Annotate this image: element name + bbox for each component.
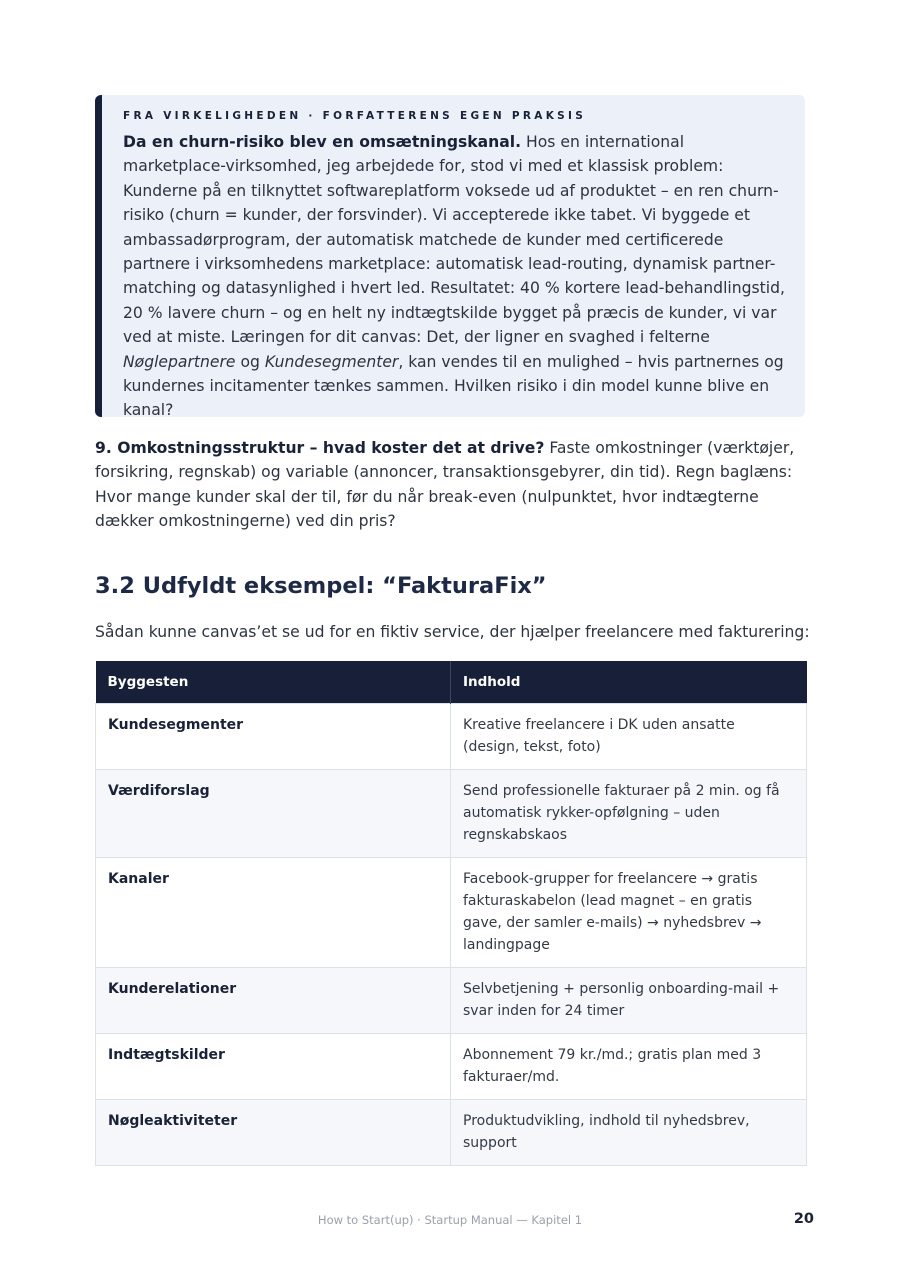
table-row: [96, 769, 807, 857]
header-building-block: Byggesten: [96, 661, 451, 703]
row-value: Produktudvikling, indhold til nyhedsbrev, support: [451, 1099, 807, 1165]
header-content: Indhold: [451, 661, 807, 703]
table-row: [96, 1033, 807, 1099]
row-key: Værdiforslag: [96, 769, 451, 857]
practice-callout: [95, 95, 805, 420]
cost-structure-lead: 9. Omkostningsstruktur – hvad koster det at drive?: [95, 439, 545, 457]
row-key: Kundesegmenter: [96, 703, 451, 769]
canvas-example-table: [95, 661, 807, 1166]
row-value: Send professionelle fakturaer på 2 min. og få automatisk rykker-opfølgning – uden regnskabskaos: [451, 769, 807, 857]
callout-emphasis-partners: Nøglepartnere: [123, 352, 236, 371]
row-key: Nøgleaktiviteter: [96, 1099, 451, 1165]
page-number: 20: [793, 1211, 814, 1227]
section-intro: Sådan kunne canvas’et se ud for en fiktiv service, der hjælper freelancere med fakturering:: [95, 623, 810, 641]
section-title: 3.2 Udfyldt eksempel: “FakturaFix”: [95, 573, 547, 599]
callout-emphasis-segments: Kundesegmenter: [264, 352, 399, 371]
row-value: Abonnement 79 kr./md.; gratis plan med 3 fakturaer/md.: [451, 1033, 807, 1099]
row-key: Indtægtskilder: [96, 1033, 451, 1099]
row-key: Kanaler: [96, 857, 451, 967]
table-row: [96, 857, 807, 967]
table-row: [96, 967, 807, 1033]
table-row: [96, 703, 807, 769]
row-key: Kunderelationer: [96, 967, 451, 1033]
callout-text-2: og: [235, 352, 265, 371]
row-value: Kreative freelancere i DK uden ansatte (design, tekst, foto): [451, 703, 807, 769]
callout-kicker: FRA VIRKELIGHEDEN · FORFATTERENS EGEN PRAKSIS: [123, 110, 587, 122]
row-value: Selvbetjening + personlig onboarding-mail + svar inden for 24 timer: [451, 967, 807, 1033]
row-value: Facebook-grupper for freelancere → gratis fakturaskabelon (lead magnet – en gratis gave, der samler e-mails) → nyhedsbrev → landingpage: [451, 857, 807, 967]
footer-running-title: How to Start(up) · Startup Manual — Kapitel 1: [317, 1213, 583, 1227]
callout-lead: Da en churn-risiko blev en omsætningskanal.: [123, 133, 522, 151]
callout-body: [123, 130, 785, 423]
callout-text-1: Hos en international marketplace-virksomhed, jeg arbejdede for, stod vi med et klassisk problem: Kunderne på en tilknyttet softwareplatform voksede ud af produktet – en ren churn-risiko (churn = kunder, der forsvinder). Vi accepterede ikke tabet. Vi byggede et ambassadørprogram, der automatisk matchede de kunder med certificerede partnere i virksomhedens marketplace: automatisk lead-routing, dynamisk partner-matching og datasynlighed i hvert led. Resultatet: 40 % kortere lead-behandlingstid, 20 % lavere churn – og en helt ny indtægtskilde bygget på præcis de kunder, vi var ved at miste. Læringen for dit canvas: Det, der ligner en svaghed i felterne: [123, 133, 785, 347]
table-row: [96, 1099, 807, 1165]
callout-text-3: , kan vendes til en mulighed – hvis partnernes og kundernes incitamenter tænkes sammen. Hvilken risiko i din model kunne blive en kanal?: [123, 352, 784, 420]
cost-structure-paragraph: [95, 436, 807, 534]
cost-structure-text: Faste omkostninger (værktøjer, forsikring, regnskab) og variable (annoncer, transaktionsgebyrer, din tid). Regn baglæns: Hvor mange kunder skal der til, før du når break-even (nulpunktet, hvor indtægterne dækker omkostningerne) ved din pris?: [95, 439, 795, 531]
table-header-row: [96, 661, 807, 703]
